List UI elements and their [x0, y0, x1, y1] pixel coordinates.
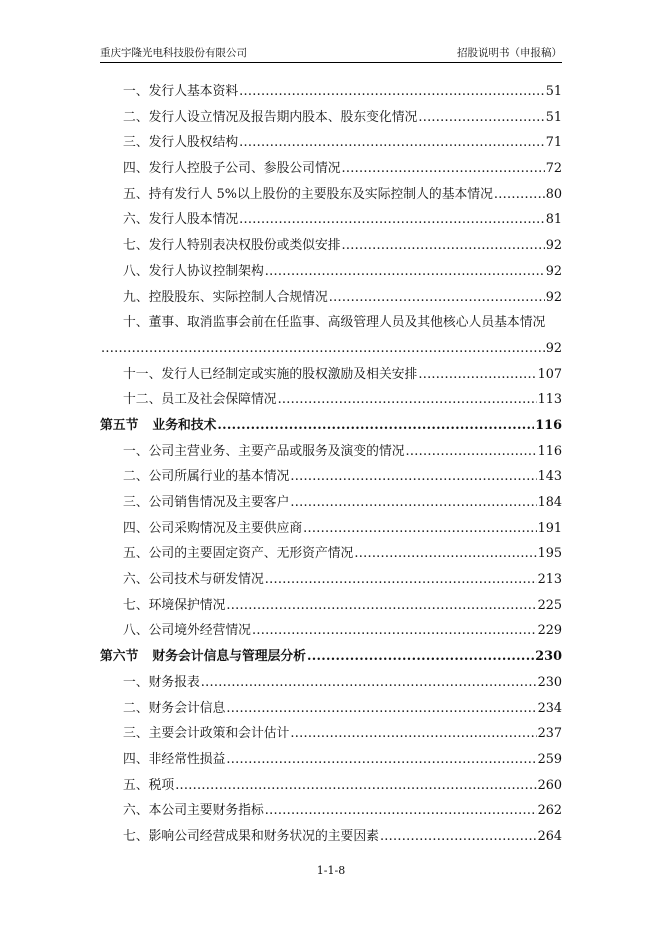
toc-entry[interactable] — [100, 233, 562, 259]
toc-entry[interactable] — [100, 824, 562, 850]
toc-entry-continuation[interactable] — [100, 336, 562, 362]
toc-entry[interactable] — [100, 259, 562, 285]
dot-leader — [290, 721, 536, 747]
toc-entry-title: 四、非经常性损益 — [123, 751, 226, 767]
toc-entry-title-wrap — [123, 464, 289, 490]
toc-entry-title: 业务和技术 — [152, 417, 217, 433]
chapter-number: 第六节 — [100, 649, 139, 665]
toc-entry-page: 107 — [537, 366, 562, 382]
dot-leader — [265, 259, 545, 285]
toc-entry-page: 116 — [537, 443, 562, 459]
toc-entry-title-wrap — [123, 156, 341, 182]
toc-entry-page: 230 — [537, 674, 562, 690]
toc-entry-title-wrap — [123, 696, 225, 722]
toc-entry[interactable] — [100, 156, 562, 182]
dot-leader — [342, 156, 545, 182]
toc-entry-title-wrap — [123, 259, 264, 285]
dot-leader — [278, 387, 537, 413]
toc-entry[interactable] — [100, 541, 562, 567]
toc-entry-page: 116 — [535, 417, 562, 433]
dot-leader — [252, 618, 537, 644]
toc-chapter[interactable] — [100, 644, 562, 670]
toc-entry[interactable] — [100, 285, 562, 311]
toc-entry-page: 230 — [535, 649, 562, 665]
toc-entry-page: 259 — [537, 751, 562, 767]
toc-entry-title-wrap — [123, 593, 225, 619]
dot-leader — [265, 567, 537, 593]
dot-leader — [226, 593, 536, 619]
toc-entry[interactable] — [100, 516, 562, 542]
toc-entry-page: 81 — [545, 212, 562, 228]
toc-entry-page: 262 — [537, 803, 562, 819]
table-of-contents — [100, 79, 562, 850]
toc-entry-title-wrap — [123, 285, 328, 311]
toc-entry-title-wrap — [123, 798, 264, 824]
toc-entry-title: 八、公司境外经营情况 — [123, 623, 251, 639]
toc-entry-title: 二、公司所属行业的基本情况 — [123, 469, 290, 485]
toc-entry-title-wrap — [123, 233, 341, 259]
toc-entry[interactable] — [100, 670, 562, 696]
toc-entry-title-wrap — [123, 439, 405, 465]
toc-entry-title: 三、发行人股权结构 — [123, 135, 239, 151]
toc-entry[interactable] — [100, 618, 562, 644]
toc-entry[interactable] — [100, 130, 562, 156]
toc-entry-page: 72 — [545, 161, 562, 177]
toc-entry-title-wrap — [100, 644, 306, 670]
dot-leader — [418, 105, 544, 131]
toc-entry-title: 三、公司销售情况及主要客户 — [123, 495, 290, 510]
toc-entry-page: 191 — [537, 520, 562, 536]
toc-entry-title-wrap — [123, 207, 238, 233]
toc-entry-title-wrap — [123, 490, 289, 516]
toc-entry-title: 七、环境保护情况 — [123, 597, 226, 613]
dot-leader — [406, 439, 537, 465]
toc-entry[interactable] — [100, 593, 562, 619]
dot-leader — [290, 490, 536, 516]
toc-entry-title: 五、持有发行人 5%以上股份的主要股东及实际控制人的基本情况 — [123, 186, 493, 202]
toc-entry-title-wrap — [123, 130, 238, 156]
toc-entry-title: 七、发行人特别表决权股份或类似安排 — [123, 238, 341, 254]
toc-entry-title-wrap — [123, 721, 289, 747]
toc-entry-title-wrap — [100, 413, 216, 439]
toc-entry[interactable] — [100, 105, 562, 131]
toc-entry-title: 十一、发行人已经制定或实施的股权激励及相关安排 — [123, 366, 418, 382]
dot-leader — [342, 233, 545, 259]
toc-entry-title: 六、发行人股本情况 — [123, 212, 239, 228]
toc-entry-title-wrap — [123, 105, 417, 131]
toc-entry[interactable] — [100, 464, 562, 490]
toc-entry-title: 十、董事、取消监事会前在任监事、高级管理人员及其他核心人员基本情况 — [123, 315, 546, 331]
chapter-number: 第五节 — [100, 417, 139, 433]
toc-entry-page: 51 — [545, 109, 562, 125]
toc-entry[interactable] — [100, 721, 562, 747]
dot-leader — [239, 130, 545, 156]
toc-entry[interactable] — [100, 490, 562, 516]
toc-entry-title-wrap — [123, 541, 353, 567]
toc-entry-title-wrap — [123, 362, 417, 388]
toc-entry[interactable] — [100, 567, 562, 593]
toc-entry[interactable] — [100, 310, 562, 336]
toc-entry-title: 财务会计信息与管理层分析 — [152, 649, 306, 665]
toc-entry-title-wrap — [123, 670, 200, 696]
toc-entry-title: 一、公司主营业务、主要产品或服务及演变的情况 — [123, 443, 405, 459]
toc-entry-page: 113 — [537, 392, 562, 408]
toc-entry[interactable] — [100, 207, 562, 233]
toc-entry-page: 184 — [537, 495, 562, 510]
dot-leader — [101, 336, 545, 362]
toc-entry-title: 二、财务会计信息 — [123, 700, 226, 716]
toc-entry[interactable] — [100, 439, 562, 465]
toc-entry-title-wrap — [123, 824, 379, 850]
dot-leader — [265, 798, 537, 824]
toc-entry[interactable] — [100, 696, 562, 722]
dot-leader — [418, 362, 536, 388]
toc-entry-page: 234 — [537, 700, 562, 716]
toc-chapter[interactable] — [100, 413, 562, 439]
toc-entry-page: 213 — [537, 572, 562, 588]
company-name: 重庆宇隆光电科技股份有限公司 — [100, 47, 247, 59]
toc-entry-page: 225 — [537, 597, 562, 613]
toc-entry-title: 四、发行人控股子公司、参股公司情况 — [123, 161, 341, 177]
toc-entry-page: 80 — [545, 186, 562, 202]
toc-entry-page: 143 — [537, 469, 562, 485]
dot-leader — [329, 285, 545, 311]
dot-leader — [380, 824, 537, 850]
dot-leader — [175, 773, 536, 799]
toc-entry-title: 五、税项 — [123, 777, 175, 793]
dot-leader — [354, 541, 536, 567]
toc-entry-title-wrap — [123, 387, 277, 413]
toc-entry-title-wrap — [123, 79, 238, 105]
toc-entry-page: 92 — [545, 263, 562, 279]
dot-leader — [307, 644, 534, 670]
toc-entry-page: 237 — [537, 726, 562, 742]
toc-entry[interactable] — [100, 362, 562, 388]
toc-entry-title: 八、发行人协议控制架构 — [123, 263, 264, 279]
toc-entry-title-wrap — [123, 516, 302, 542]
toc-entry-page: 229 — [537, 623, 562, 639]
toc-entry-page: 260 — [537, 777, 562, 793]
toc-entry-page: 51 — [545, 84, 562, 99]
dot-leader — [201, 670, 537, 696]
toc-entry-title-wrap — [123, 567, 264, 593]
toc-entry-title-wrap — [123, 182, 493, 208]
dot-leader — [226, 747, 536, 773]
toc-entry[interactable] — [100, 798, 562, 824]
toc-entry-page: 92 — [545, 289, 562, 305]
document-title: 招股说明书（申报稿） — [457, 47, 562, 59]
toc-entry-page: 71 — [545, 135, 562, 151]
toc-entry[interactable] — [100, 387, 562, 413]
toc-entry-title-wrap — [123, 747, 225, 773]
dot-leader — [226, 696, 536, 722]
toc-entry-title: 一、财务报表 — [123, 674, 200, 690]
toc-entry-page: 92 — [545, 340, 562, 356]
toc-entry-title-wrap — [123, 773, 174, 799]
toc-entry-page: 195 — [537, 546, 562, 562]
toc-entry-title: 五、公司的主要固定资产、无形资产情况 — [123, 546, 354, 562]
dot-leader — [290, 464, 536, 490]
toc-entry-page: 92 — [545, 238, 562, 254]
toc-entry-title: 二、发行人设立情况及报告期内股本、股东变化情况 — [123, 109, 418, 125]
toc-entry[interactable] — [100, 773, 562, 799]
toc-entry-title: 七、影响公司经营成果和财务状况的主要因素 — [123, 828, 379, 844]
toc-entry-title: 六、本公司主要财务指标 — [123, 803, 264, 819]
toc-entry[interactable] — [100, 747, 562, 773]
toc-entry-title: 九、控股股东、实际控制人合规情况 — [123, 289, 328, 305]
toc-entry-page: 264 — [537, 828, 562, 844]
dot-leader — [494, 182, 545, 208]
toc-entry-title: 六、公司技术与研发情况 — [123, 572, 264, 588]
toc-entry-title-wrap — [123, 618, 251, 644]
toc-entry-title: 一、发行人基本资料 — [123, 84, 239, 99]
toc-entry-title: 三、主要会计政策和会计估计 — [123, 726, 290, 742]
dot-leader — [303, 516, 536, 542]
page-header — [100, 40, 562, 63]
toc-entry-title: 十二、员工及社会保障情况 — [123, 392, 277, 408]
page-number: 1-1-8 — [316, 864, 346, 877]
toc-entry[interactable] — [100, 182, 562, 208]
toc-entry[interactable] — [100, 79, 562, 105]
toc-entry-title: 四、公司采购情况及主要供应商 — [123, 520, 303, 536]
dot-leader — [217, 413, 534, 439]
dot-leader — [239, 207, 545, 233]
dot-leader — [239, 79, 545, 105]
